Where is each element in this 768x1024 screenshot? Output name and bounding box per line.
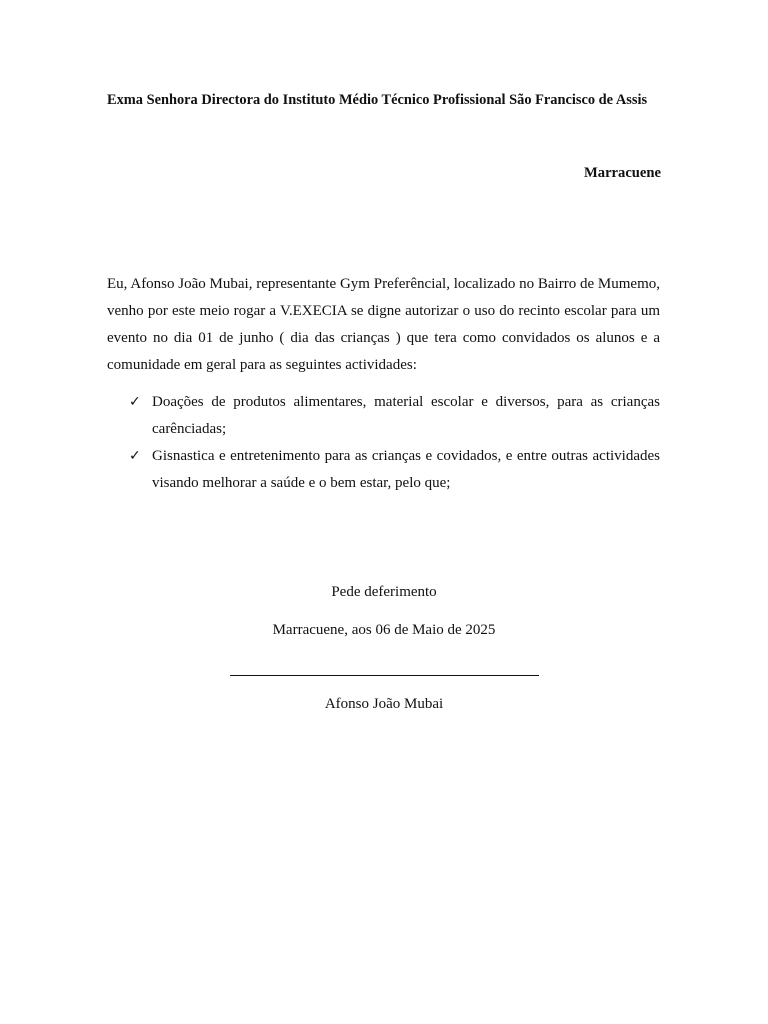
signer-name: Afonso João Mubai	[324, 696, 444, 712]
signature-line	[230, 675, 539, 676]
activities-list	[107, 389, 660, 497]
date-line: Marracuene, aos 06 de Maio de 2025	[272, 622, 496, 638]
addressee-heading: Exma Senhora Directora do Instituto Médio Técnico Profissional São Francisco de Assis	[107, 92, 648, 108]
list-item	[107, 389, 660, 443]
list-item-text: Doações de produtos alimentares, material escolar e diversos, para as crianças carênciadas;	[152, 394, 660, 437]
closing-text: Pede deferimento	[331, 584, 437, 600]
place-heading: Marracuene	[584, 165, 661, 181]
letter-body: Eu, Afonso João Mubai, representante Gym Preferêncial, localizado no Bairro de Mumemo, venho por este meio rogar a V.EXECIA se digne autorizar o uso do recinto escolar para um evento no dia 01 de junho ( dia das crianças ) que tera como convidados os alunos e a comunidade em geral para as seguintes actividades:	[107, 276, 660, 373]
list-item	[107, 443, 660, 497]
check-icon: ✓	[129, 394, 141, 410]
check-icon: ✓	[129, 448, 141, 464]
list-item-text: Gisnastica e entretenimento para as crianças e covidados, e entre outras actividades visando melhorar a saúde e o bem estar, pelo que;	[152, 448, 660, 491]
